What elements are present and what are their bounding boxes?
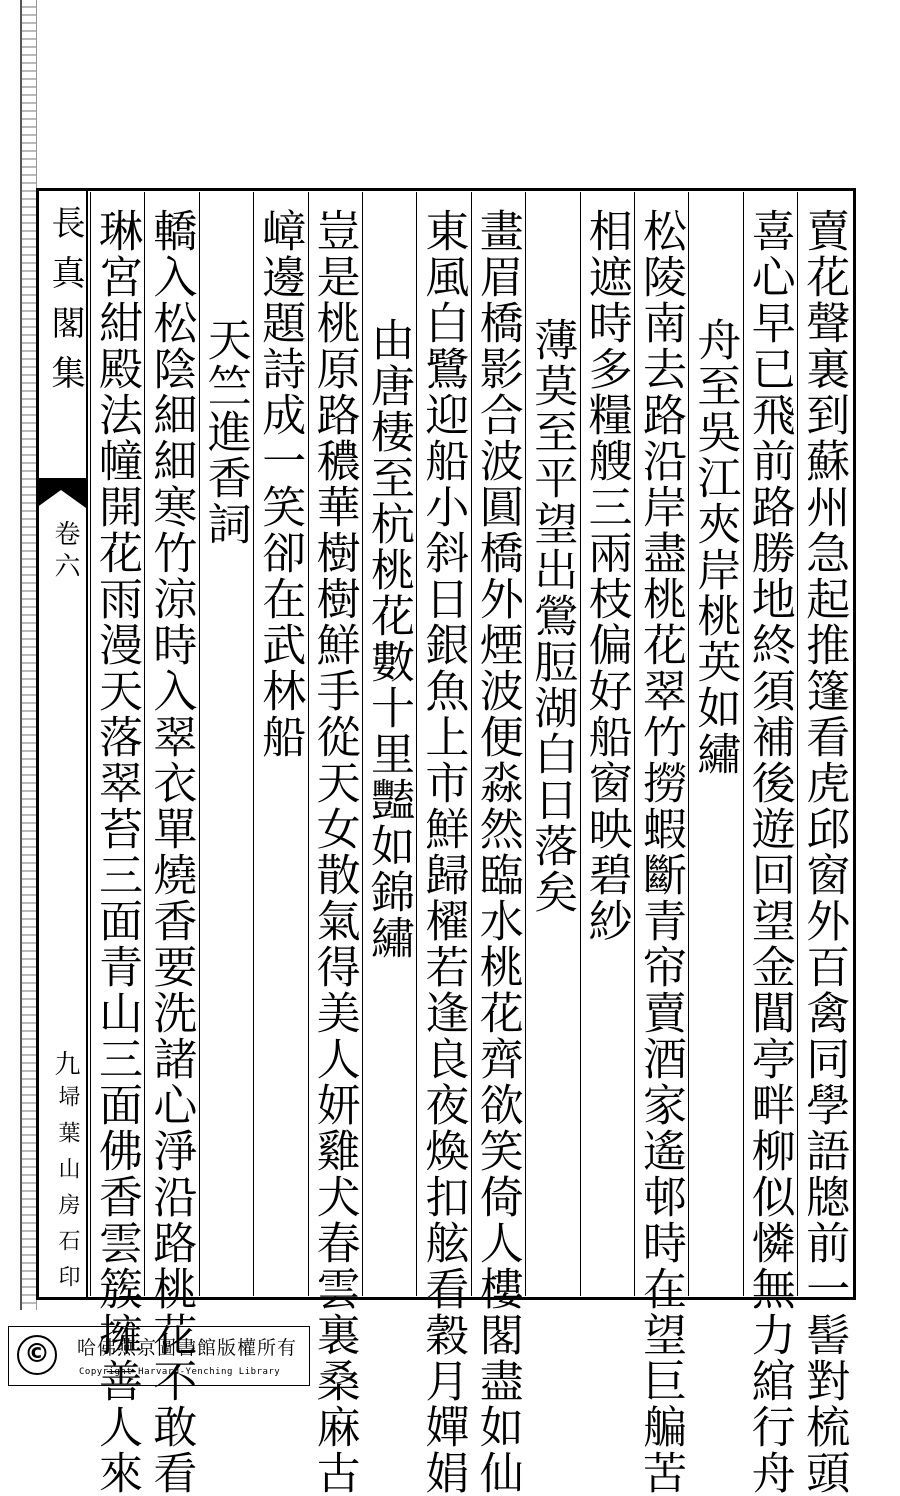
poem-line: 畫眉橋影合波圓橋外煙波便淼然臨水桃花齊欲笑倚人樓閣盡如仙 <box>471 208 523 1496</box>
poem-text-column <box>144 192 198 1496</box>
poem-text-column <box>743 192 797 1496</box>
poem-line: 豈是桃原路穠華樹樹鮮手從天女散氣得美人妍雞犬春雲裏桑麻古 <box>308 208 360 1496</box>
poem-line: 賣花聲裏到蘇州急起推篷看虎邱窗外百禽同學語牕前一髻對梳頭 <box>798 208 850 1496</box>
poem-line: 相遮時多糧艘三兩枝偏好船窗映碧紗 <box>580 208 632 944</box>
copyright-icon: © <box>17 1335 57 1375</box>
poem-text-column <box>90 192 144 1496</box>
poem-text-column <box>634 192 688 1496</box>
poem-text-column <box>797 192 851 1496</box>
poem-title: 天竺進香詞 <box>199 317 251 547</box>
poem-text-column <box>253 192 307 1296</box>
poem-line: 松陵南去路沿岸盡桃花翠竹撈蝦斷青帘賣酒家遙邨時在望巨艑苦 <box>635 208 686 1496</box>
copyright-stamp <box>8 1326 310 1386</box>
poem-title: 薄莫至平望出鶯脰湖白日落矣 <box>526 317 578 915</box>
poem-title: 由唐棲至杭桃花數十里豔如錦繡 <box>363 317 414 961</box>
book-title: 長真閣集 <box>45 205 85 405</box>
poem-text-column <box>471 192 525 1496</box>
book-binding-edge <box>20 0 37 1310</box>
poem-text-column <box>580 192 634 1296</box>
poem-title-column <box>362 192 416 1296</box>
poem-line: 轎入松陰細細寒竹涼時入翠衣單燒香要洗諸心淨沿路桃花不敢看 <box>145 208 197 1496</box>
volume-label: 卷六 <box>50 520 80 584</box>
poem-line: 嶂邊題詩成一笑卻在武林船 <box>254 208 306 760</box>
poem-text-column <box>416 192 470 1496</box>
poem-title: 舟至吳江夾岸桃英如繡 <box>689 317 741 777</box>
copyright-english: Copyright Harvard-Yenching Library <box>79 1367 281 1377</box>
poem-line: 東風白鷺迎船小斜日銀魚上市鮮歸櫂若逢良夜煥扣舷看穀月嬋娟 <box>417 208 469 1496</box>
poem-title-column <box>525 192 579 1296</box>
poem-line: 喜心早已飛前路勝地終須補後遊回望金閶亭畔柳似憐無力綰行舟 <box>743 208 795 1496</box>
publisher-label: 埽葉山房石印 <box>55 1085 80 1301</box>
poem-title-column <box>199 192 253 1296</box>
poem-title-column <box>688 192 742 1296</box>
copyright-chinese: 哈佛燕京圖書館版權所有 <box>77 1337 298 1359</box>
poem-text-column <box>308 192 362 1496</box>
page-number: 九 <box>50 1050 80 1092</box>
poem-line: 琳宮紺殿法幢開花雨漫天落翠苔三面青山三面佛香雲簇擁善人來 <box>91 208 142 1496</box>
